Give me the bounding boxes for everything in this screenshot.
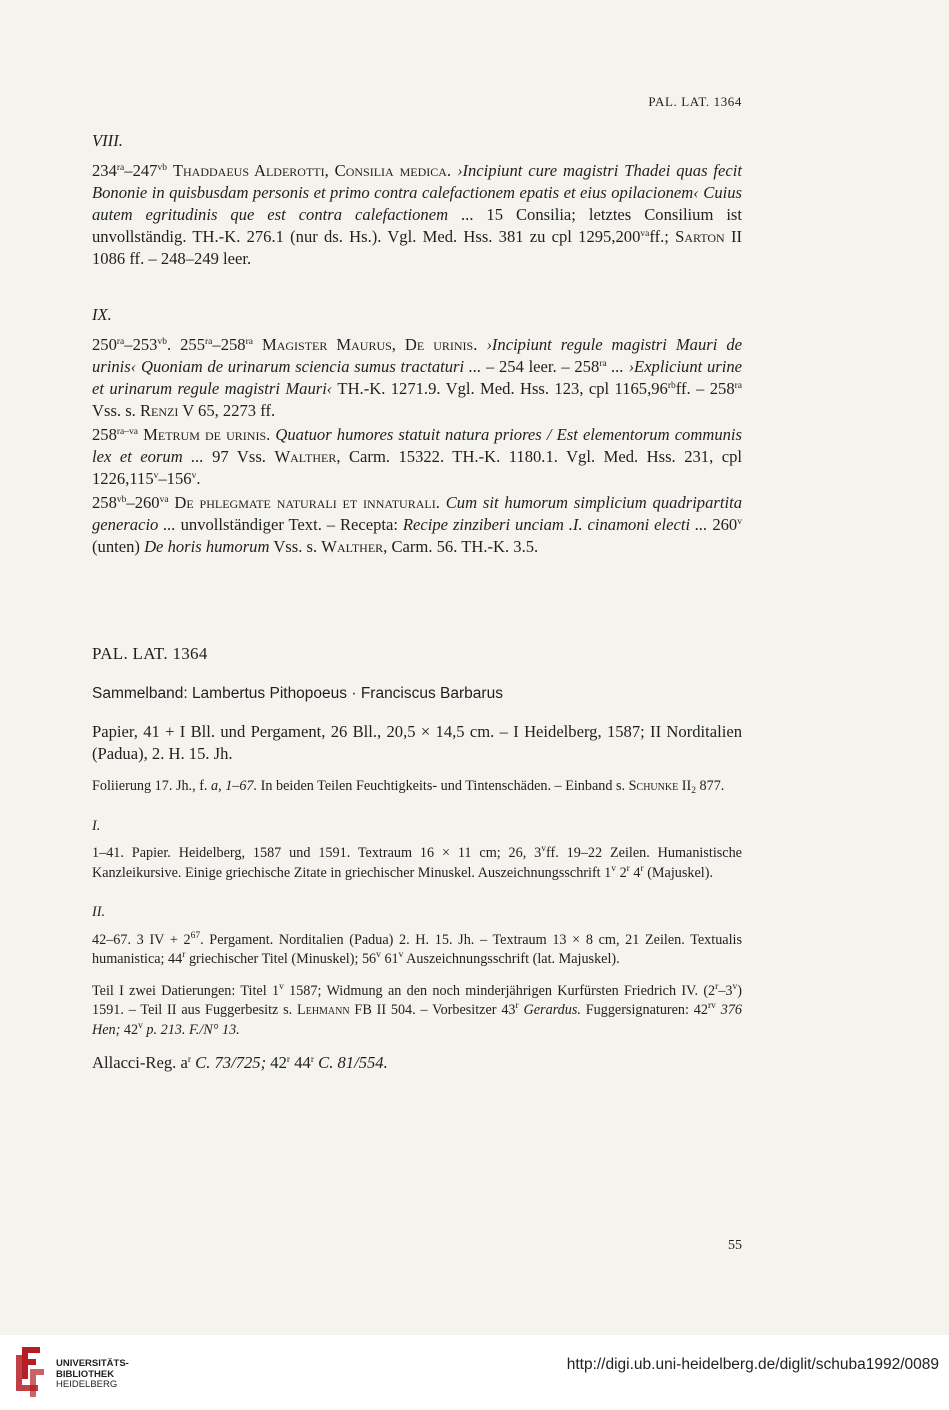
desc-text: 42–67. 3 IV + 2 bbox=[92, 931, 191, 948]
desc-text: Teil I zwei Datierungen: Titel 1 bbox=[92, 982, 280, 999]
part-ii-description bbox=[92, 931, 742, 970]
folio-sup: r bbox=[182, 950, 186, 960]
folio-sup: 67 bbox=[190, 930, 201, 941]
folio-sup: r bbox=[515, 1001, 519, 1011]
author-name: Schunke bbox=[628, 778, 679, 794]
desc-text: Fuggersignaturen: 42 bbox=[580, 1002, 708, 1018]
folio-sup: ra–va bbox=[116, 427, 138, 437]
folio: 258 bbox=[92, 425, 117, 444]
folio: –258 bbox=[212, 335, 246, 354]
entry-234 bbox=[92, 160, 742, 270]
desc-text: ) 1591. – Teil II aus Fuggerbesitz s. bbox=[92, 982, 742, 1018]
desc-text: 877. bbox=[695, 778, 725, 794]
folio-sup: ra bbox=[205, 337, 213, 347]
folio-sup: v bbox=[376, 950, 381, 960]
folio: 250 bbox=[92, 335, 117, 354]
part-i-description bbox=[92, 844, 742, 883]
library-name bbox=[56, 1359, 129, 1391]
desc-text: 376 Hen; bbox=[92, 1002, 743, 1038]
folio-sup: va bbox=[159, 495, 169, 505]
folio: 258 bbox=[92, 493, 117, 512]
library-logo-icon bbox=[10, 1345, 50, 1399]
folio-sup: ra bbox=[116, 163, 125, 173]
desc-text: . Pergament. Norditalien (Padua) 2. H. 15. Jh. – Textraum 13 × 8 cm, 21 Zeilen. Textualis humanistica; 44 bbox=[92, 931, 743, 967]
section-viii bbox=[92, 130, 742, 270]
desc-text: Gerardus. bbox=[518, 1002, 581, 1018]
entry-text: – 254 leer. – 258 bbox=[481, 357, 600, 376]
section-numeral: IX. bbox=[92, 305, 112, 324]
entry-text: ff. – 258 bbox=[675, 379, 735, 398]
desc-text: Allacci-Reg. a bbox=[92, 1053, 188, 1072]
entry-258b bbox=[92, 492, 742, 558]
foliation bbox=[92, 777, 742, 797]
desc-text: Foliierung 17. Jh., f. bbox=[92, 778, 212, 794]
desc-text: C. 73/725; bbox=[191, 1053, 267, 1072]
desc-text: 1587; Widmung an den noch minderjährigen Kurfürsten Friedrich IV. (2 bbox=[283, 982, 716, 999]
part-numeral: II. bbox=[92, 904, 105, 920]
incipit: ›Incipiunt cure magistri Thadei quas fecit Bononie in quisbusdam personis et primo contra calefactionem epatis et eius opilacionem‹ Cuius autem egritudinis que est contra calefactionem bbox=[92, 161, 742, 224]
codex-description bbox=[92, 643, 742, 1074]
desc-text: (Majuskel). bbox=[643, 864, 713, 881]
entry-text: Vss. s. bbox=[92, 401, 140, 420]
entry-text: –156 bbox=[158, 469, 192, 488]
desc-text: Auszeichnungsschrift (lat. Majuskel). bbox=[403, 951, 620, 967]
desc-text: II bbox=[678, 778, 692, 794]
library-name-line: BIBLIOTHEK bbox=[56, 1368, 115, 1380]
shelfmark: PAL. LAT. 1364 bbox=[92, 644, 208, 663]
folio-sup: v bbox=[737, 517, 742, 527]
folio-sup: va bbox=[640, 229, 650, 239]
desc-text: 42 bbox=[266, 1053, 287, 1072]
folio-sup: r bbox=[187, 1055, 191, 1065]
folio-sup: r bbox=[310, 1055, 314, 1065]
entry-heading: Metrum de urinis. bbox=[143, 425, 271, 444]
dating-paragraph bbox=[92, 982, 742, 1041]
folio-sup: ra bbox=[245, 337, 253, 347]
folio-sup: v bbox=[541, 844, 547, 854]
running-header: PAL. LAT. 1364 bbox=[648, 94, 742, 109]
desc-text: 1–41. Papier. Heidelberg, 1587 und 1591. Textraum 16 × 11 cm; 26, 3 bbox=[92, 845, 542, 861]
incipit: Cum sit humorum simplicium quadripartita generacio ... bbox=[92, 493, 742, 534]
folio-sup: r bbox=[715, 981, 719, 992]
desc-text: –3 bbox=[718, 982, 733, 999]
folio-sup: vb bbox=[157, 337, 167, 347]
explicit: ... ›Expliciunt urine et urinarum regule magistri Mauri‹ bbox=[92, 357, 742, 398]
folio-sup: v bbox=[398, 950, 404, 960]
desc-text: 42 bbox=[120, 1021, 139, 1038]
incipit: ›Incipiunt regule magistri Mauri de urinis‹ Quoniam de urinarum sciencia sumus tractaturi ... bbox=[92, 335, 742, 376]
codex-title: Sammelband: Lambertus Pithopoeus · Franciscus Barbarus bbox=[92, 685, 503, 702]
folio: –247 bbox=[124, 161, 158, 180]
entry-258a bbox=[92, 424, 742, 490]
section-ix bbox=[92, 304, 742, 558]
entry-text: 97 Vss. bbox=[203, 447, 275, 466]
incipit: De horis humorum bbox=[144, 537, 270, 556]
desc-text: 2 bbox=[616, 864, 627, 881]
physical-description: Papier, 41 + I Bll. und Pergament, 26 Bll., 20,5 × 14,5 cm. – I Heidelberg, 1587; II Norditalien (Padua), 2. H. 15. Jh. bbox=[92, 722, 742, 763]
folio-sup: ra bbox=[599, 359, 607, 369]
desc-text: C. 81/554. bbox=[313, 1053, 388, 1072]
desc-text: 61 bbox=[380, 951, 399, 967]
author-name: Walther bbox=[321, 537, 384, 556]
entry-text: , Carm. 15322. TH.-K. 1180.1. Vgl. Med. Hss. 231, cpl 1226,115 bbox=[92, 447, 742, 488]
recepta: Recipe zinziberi unciam .I. cinamoni electi ... bbox=[402, 515, 708, 534]
source-url-link[interactable]: http://digi.ub.uni-heidelberg.de/diglit/schuba1992/0089 bbox=[566, 1356, 939, 1373]
entry-text: ff.; bbox=[649, 227, 676, 246]
folio-sup: v bbox=[138, 1020, 143, 1031]
folio: 234 bbox=[92, 161, 117, 180]
desc-text: FB II 504. – Vorbesitzer 43 bbox=[349, 1002, 516, 1018]
entry-text: 260 bbox=[707, 515, 738, 534]
folio: . 255 bbox=[166, 335, 205, 354]
entry-text: TH.-K. 1271.9. Vgl. Med. Hss. 123, cpl 1165,96 bbox=[332, 379, 668, 398]
author-name: Renzi bbox=[139, 401, 179, 420]
author-name: Walther bbox=[274, 447, 337, 466]
desc-text: griechischer Titel (Minuskel); 56 bbox=[185, 951, 377, 967]
folio-sup: v bbox=[611, 863, 617, 874]
entry-heading: Thaddaeus Alderotti, Consilia medica. bbox=[172, 161, 452, 180]
section-numeral: VIII. bbox=[92, 131, 123, 150]
desc-text: In beiden Teilen Feuchtigkeits- und Tintenschäden. – Einband s. bbox=[257, 778, 629, 794]
incipit: Quatuor humores statuit natura priores / Est elementorum communis lex et eorum ... bbox=[92, 425, 742, 466]
desc-text: 4 bbox=[629, 864, 641, 881]
folio-sup: vb bbox=[157, 163, 167, 173]
subscript: 2 bbox=[691, 786, 696, 796]
library-name-line: HEIDELBERG bbox=[56, 1379, 118, 1390]
entry-text: unvollständiger Text. – Recepta: bbox=[175, 515, 403, 534]
folio-sup: rb bbox=[667, 381, 676, 391]
folio: –253 bbox=[124, 335, 158, 354]
entry-250 bbox=[92, 334, 742, 422]
entry-heading: Magister Maurus, De urinis. bbox=[261, 335, 478, 354]
folio-sup: r bbox=[640, 863, 644, 874]
entry-text: , Carm. 56. TH.-K. 3.5. bbox=[383, 537, 539, 556]
folio-sup: vb bbox=[116, 495, 127, 505]
page-number: 55 bbox=[728, 1238, 742, 1253]
folio: –260 bbox=[126, 493, 160, 512]
folio-sup: v bbox=[153, 471, 159, 481]
entry-text: V 65, 2273 ff. bbox=[178, 401, 276, 420]
folio-sup: r bbox=[626, 863, 630, 874]
desc-text: 44 bbox=[290, 1053, 311, 1072]
folio-sup: r bbox=[286, 1055, 291, 1065]
folio-sup: v bbox=[732, 981, 738, 992]
desc-text: a, bbox=[211, 778, 222, 794]
desc-text: p. 213. F./N° 13. bbox=[142, 1021, 240, 1038]
author-name: Sarton bbox=[675, 227, 725, 246]
folio-sup: v bbox=[279, 981, 284, 992]
desc-text: ff. 19–22 Zeilen. Humanistische Kanzleikursive. Einige griechische Zitate in griechischer Minuskel. Auszeichnungsschrift 1 bbox=[92, 845, 742, 881]
part-numeral: I. bbox=[92, 817, 101, 834]
folio-sup: ra bbox=[116, 337, 125, 347]
folio-sup: ra bbox=[734, 381, 743, 391]
folio-sup: rv bbox=[707, 1001, 716, 1011]
desc-text: 1–67. bbox=[221, 778, 258, 794]
author-name: Lehmann bbox=[297, 1002, 350, 1018]
entry-heading: De phlegmate naturali et innaturali. bbox=[174, 493, 440, 512]
entry-text: . bbox=[196, 469, 201, 488]
allacci-register bbox=[92, 1052, 742, 1074]
entry-text: ... 15 Consilia; letztes Consilium ist unvollständig. TH.-K. 276.1 (nur ds. Hs.). Vgl. Med. Hss. 381 zu cpl 1295,200 bbox=[92, 205, 743, 246]
entry-text: II 1086 ff. – 248–249 leer. bbox=[92, 227, 742, 268]
folio-sup: v bbox=[191, 471, 197, 481]
entry-text: (unten) bbox=[92, 537, 145, 556]
entry-text: Vss. s. bbox=[269, 537, 322, 556]
library-name-line: UNIVERSITÄTS- bbox=[56, 1358, 129, 1369]
